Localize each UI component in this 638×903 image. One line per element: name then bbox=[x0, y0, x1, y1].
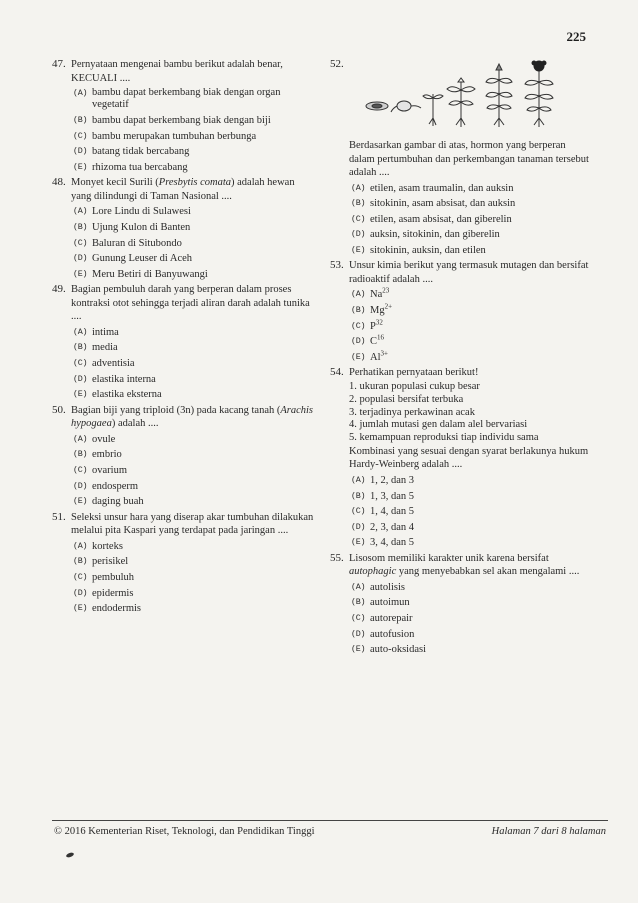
option-a[interactable]: (A) bambu dapat berkembang biak dengan organ vegetatif bbox=[73, 87, 281, 110]
options-list bbox=[71, 86, 314, 175]
options-list bbox=[71, 432, 314, 510]
ink-smudge bbox=[66, 852, 75, 858]
question-53 bbox=[330, 259, 592, 365]
option-b[interactable]: (B) autoimun bbox=[351, 597, 410, 609]
footer-copyright: © 2016 Kementerian Riset, Teknologi, dan Pendidikan Tinggi bbox=[54, 826, 315, 837]
option-b[interactable]: (B) bambu dapat berkembang biak dengan biji bbox=[73, 115, 271, 126]
options-list bbox=[71, 204, 314, 282]
question-number: 50. bbox=[52, 403, 66, 416]
question-number: 49. bbox=[52, 283, 66, 296]
budding-plant-illustration bbox=[486, 64, 512, 127]
page-number: 225 bbox=[566, 29, 586, 44]
option-d[interactable]: (D) Gunung Leuser di Aceh bbox=[73, 253, 193, 265]
statements-list bbox=[349, 381, 592, 445]
question-stem: Bagian pembuluh darah yang berperan dalam proses kontraksi otot sehingga terjadi aliran darah adalah tunika .... bbox=[71, 284, 310, 323]
species-name: Arachis hypogaea bbox=[71, 404, 314, 430]
question-55 bbox=[330, 552, 592, 658]
option-a[interactable]: (A) Na$^{23}$ bbox=[351, 286, 390, 301]
option-b[interactable]: (B) sitokinin, asam absisat, dan auksin bbox=[351, 198, 516, 210]
statement-item: 5. kemampuan reproduksi tiap individu sama bbox=[349, 432, 539, 444]
statement-item: 3. terjadinya perkawinan acak bbox=[349, 406, 475, 418]
footer-divider bbox=[52, 820, 608, 821]
term-autophagic: autophagic bbox=[349, 566, 397, 578]
question-stem: Perhatikan pernyataan berikut! bbox=[349, 367, 479, 379]
option-d[interactable]: (D) batang tidak bercabang bbox=[73, 146, 190, 158]
question-50 bbox=[52, 404, 314, 510]
option-e[interactable]: (E) sitokinin, auksin, dan etilen bbox=[351, 244, 486, 256]
option-e[interactable]: (E) 3, 4, dan 5 bbox=[351, 537, 415, 549]
question-number: 52. bbox=[330, 58, 344, 70]
option-d[interactable]: (D) $C^{16}$ bbox=[351, 333, 385, 348]
question-stem-continued: Kombinasi yang sesuai dengan syarat berlakunya hukum Hardy-Weinberg adalah .... bbox=[349, 445, 589, 471]
species-name: Presbytis comata bbox=[158, 177, 232, 189]
question-stem: Pernyataan mengenai bambu berikut adalah benar, KECUALI .... bbox=[71, 59, 283, 84]
options-list bbox=[349, 473, 592, 551]
option-a[interactable]: (A) autolisis bbox=[351, 581, 406, 593]
option-e[interactable]: (E) $Al^{3+}$ bbox=[351, 349, 388, 363]
options-list bbox=[71, 539, 314, 617]
question-49 bbox=[52, 283, 314, 402]
option-a[interactable]: (A) etilen, asam traumalin, dan auksin bbox=[351, 182, 514, 194]
question-stem: Monyet kecil Surili (Presbytis comata) adalah hewan yang dilindungi di Taman Nasional .... bbox=[71, 177, 295, 202]
option-c[interactable]: (C) 1, 4, dan 5 bbox=[351, 506, 415, 518]
option-e[interactable]: (E) endodermis bbox=[73, 603, 141, 615]
option-b[interactable]: (B) $Mg^{2+}$ bbox=[351, 302, 393, 317]
statement-item: 4. jumlah mutasi gen dalam alel bervariasi bbox=[349, 419, 528, 431]
option-c[interactable]: (C) Baluran di Situbondo bbox=[73, 237, 182, 249]
option-c[interactable]: (C) $P^{32}$ bbox=[351, 318, 383, 332]
flowering-plant-illustration bbox=[525, 70, 553, 127]
statement-item: 1. ukuran populasi cukup besar bbox=[349, 380, 480, 392]
question-stem: Unsur kimia berikut yang termasuk mutagen dan bersifat radioaktif adalah .... bbox=[349, 260, 589, 285]
question-48 bbox=[52, 176, 314, 282]
question-number: 48. bbox=[52, 176, 66, 189]
options-list bbox=[349, 580, 592, 658]
question-number: 53. bbox=[330, 259, 344, 272]
question-52 bbox=[330, 58, 592, 258]
footer-page-info: Halaman 7 dari 8 halaman bbox=[491, 826, 606, 837]
statement-item: 2. populasi bersifat terbuka bbox=[349, 393, 464, 405]
seedling-illustration bbox=[423, 94, 443, 126]
left-column bbox=[52, 58, 314, 618]
question-stem: Bagian biji yang triploid (3n) pada kacang tanah (Arachis hypogaea) adalah .... bbox=[71, 404, 314, 430]
option-a[interactable]: (A) korteks bbox=[73, 540, 123, 552]
option-e[interactable]: (E) auto-oksidasi bbox=[351, 644, 426, 656]
question-number: 55. bbox=[330, 551, 344, 564]
question-number: 47. bbox=[52, 58, 66, 70]
right-column bbox=[330, 58, 592, 659]
option-d[interactable]: (D) 2, 3, dan 4 bbox=[351, 521, 415, 533]
option-e[interactable]: (E) daging buah bbox=[73, 496, 144, 508]
option-d[interactable]: (D) epidermis bbox=[73, 587, 134, 599]
option-d[interactable]: (D) autofusion bbox=[351, 628, 415, 640]
option-b[interactable]: (B) perisikel bbox=[73, 556, 129, 568]
option-c[interactable]: (C) etilen, asam absisat, dan giberelin bbox=[351, 213, 512, 225]
young-plant-illustration bbox=[447, 78, 475, 127]
option-a[interactable]: (A) intima bbox=[73, 326, 119, 338]
question-54 bbox=[330, 366, 592, 550]
question-stem: Berdasarkan gambar di atas, hormon yang berperan dalam pertumbuhan dan perkembangan tanaman tersebut adalah .... bbox=[349, 140, 589, 178]
option-d[interactable]: (D) elastika interna bbox=[73, 373, 156, 385]
option-c[interactable]: (C) pembuluh bbox=[73, 571, 134, 583]
option-c[interactable]: (C) autorepair bbox=[351, 613, 413, 625]
germinating-seed-illustration bbox=[397, 101, 411, 111]
plant-growth-figure bbox=[349, 58, 587, 130]
option-d[interactable]: (D) endosperm bbox=[73, 480, 139, 492]
option-e[interactable]: (E) Meru Betiri di Banyuwangi bbox=[73, 268, 208, 280]
question-number: 51. bbox=[52, 510, 66, 523]
question-stem: Seleksi unsur hara yang diserap akar tumbuhan dilakukan melalui pita Kaspari yang terdapat pada jaringan .... bbox=[71, 511, 314, 537]
option-a[interactable]: (A) 1, 2, dan 3 bbox=[351, 474, 415, 486]
option-d[interactable]: (D) auksin, sitokinin, dan giberelin bbox=[351, 229, 500, 241]
option-e[interactable]: (E) elastika eksterna bbox=[73, 389, 162, 401]
question-number: 54. bbox=[330, 366, 344, 379]
option-c[interactable]: (C) bambu merupakan tumbuhan berbunga bbox=[73, 130, 257, 142]
option-c[interactable]: (C) ovarium bbox=[73, 465, 127, 476]
options-list bbox=[71, 325, 314, 403]
option-b[interactable]: (B) Ujung Kulon di Banten bbox=[73, 221, 191, 233]
question-stem: Lisosom memiliki karakter unik karena bersifat autophagic yang menyebabkan sel akan mengalami .... bbox=[349, 552, 580, 578]
question-51 bbox=[52, 511, 314, 617]
question-47 bbox=[52, 58, 314, 175]
option-b[interactable]: (B) 1, 3, dan 5 bbox=[351, 490, 415, 502]
option-a[interactable]: (A) ovule bbox=[73, 433, 116, 445]
option-a[interactable]: (A) Lore Lindu di Sulawesi bbox=[73, 206, 191, 218]
option-e[interactable]: (E) rhizoma tua bercabang bbox=[73, 161, 188, 173]
options-list bbox=[349, 181, 592, 259]
option-c[interactable]: (C) adventisia bbox=[73, 358, 135, 370]
options-list bbox=[349, 287, 592, 365]
option-b[interactable]: (B) embrio bbox=[73, 449, 122, 461]
option-b[interactable]: (B) media bbox=[73, 342, 118, 354]
